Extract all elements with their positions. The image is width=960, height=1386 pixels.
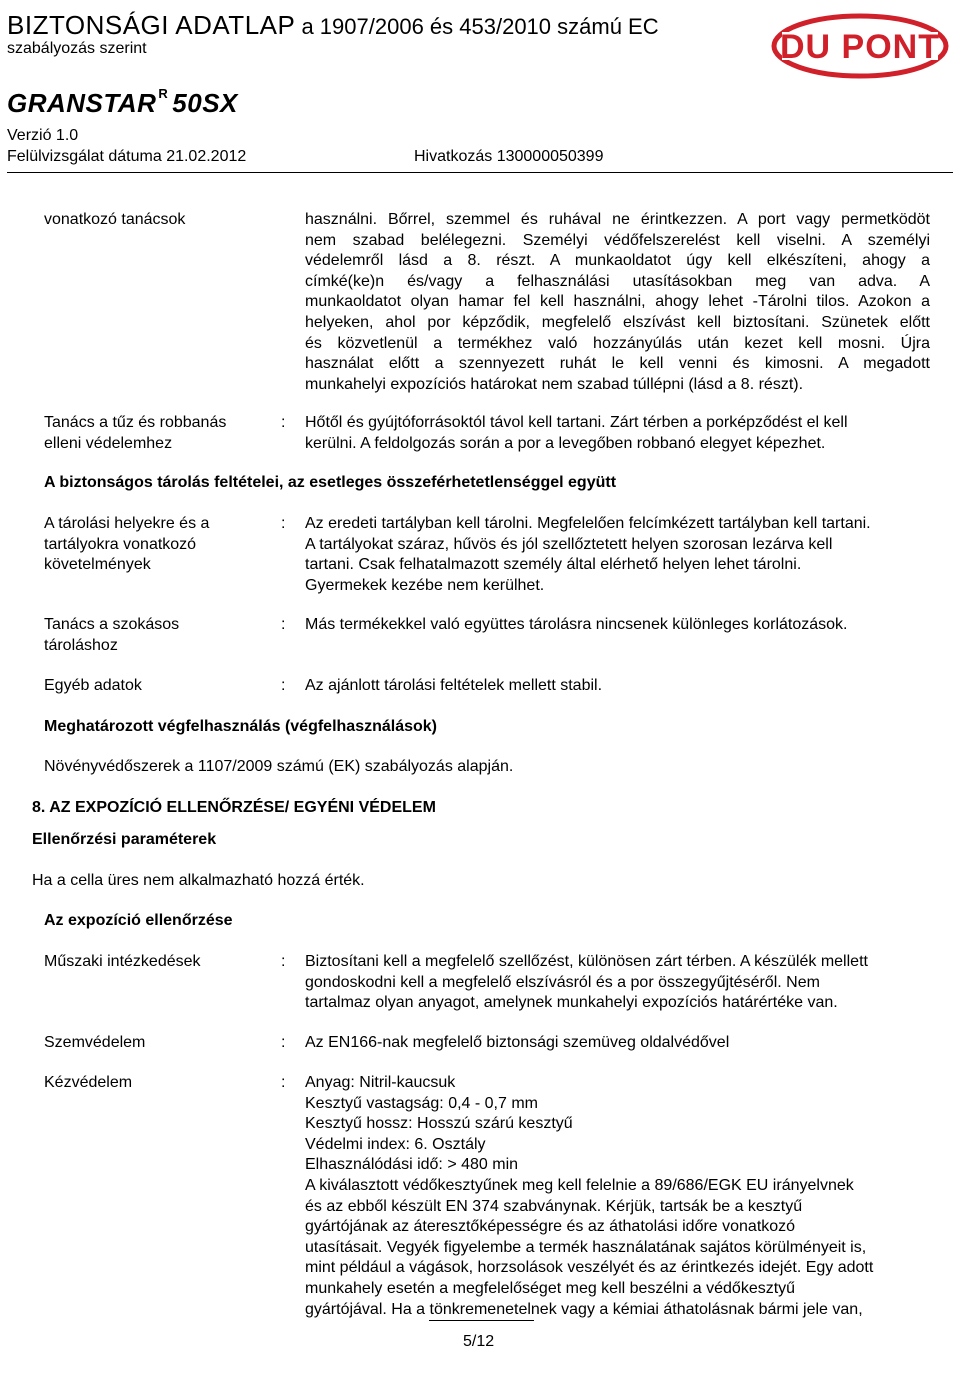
storage-heading: A biztonságos tárolás feltételei, az esetleges összeférhetetlenséggel együtt <box>44 474 617 491</box>
exposure-control-heading: Az expozíció ellenőrzése <box>44 912 233 929</box>
reference-number: Hivatkozás 130000050399 <box>414 148 604 165</box>
section-8-heading: 8. AZ EXPOZÍCIÓ ELLENŐRZÉSE/ EGYÉNI VÉDELEM <box>32 799 436 816</box>
technical-measures-line: Biztosítani kell a megfelelő szellőzést, különösen zárt térben. A készülék mellett <box>305 953 868 970</box>
storage-requirements-line: A tartályokat száraz, hűvös és jól szellőztetett helyen szorosan lezárva kell <box>305 535 833 553</box>
document-subtitle: szabályozás szerint <box>7 40 147 57</box>
document-title-main: BIZTONSÁGI ADATLAP <box>7 10 296 40</box>
handling-advice-line: címké(ke)n és/vagy a felhasználási utasításokban meg van adva. A <box>305 272 930 290</box>
hand-protection-line: Védelmi index: 6. Osztály <box>305 1135 486 1153</box>
page-number: 5/12 <box>463 1333 495 1350</box>
control-parameters-heading: Ellenőrzési paraméterek <box>32 831 217 848</box>
hand-protection-line: Elhasználódási idő: > 480 min <box>305 1156 519 1174</box>
control-parameters-text: Ha a cella üres nem alkalmazható hozzá érték. <box>32 872 365 889</box>
common-storage-label <box>44 615 179 656</box>
technical-measures-text <box>305 952 930 1014</box>
common-storage-label-line: tároláshoz <box>44 636 118 654</box>
handling-advice-line: és közvetlenül a termékhez való hozzányúlás után kezet kell mosni. Újra <box>305 334 930 352</box>
footer-divider <box>429 1320 534 1321</box>
header-divider <box>7 172 953 173</box>
fire-advice-colon: : <box>281 414 286 431</box>
handling-advice-label: vonatkozó tanácsok <box>44 211 186 228</box>
registered-mark-icon: R <box>158 86 169 101</box>
product-name <box>7 86 238 119</box>
handling-advice-text <box>305 210 930 395</box>
storage-requirements-line: Az eredeti tartályban kell tárolni. Megfelelően felcímkézett tartályban kell tartani. <box>305 515 871 532</box>
fire-advice-label <box>44 413 226 454</box>
hand-protection-line: gyártójával. Ha a tönkremenetelnek vagy a kémiai áthatolásnak bármi jele van, <box>305 1300 863 1318</box>
other-data-colon: : <box>281 677 286 694</box>
storage-requirements-label <box>44 514 209 576</box>
hand-protection-line: gyártójának az áteresztőképességre és az áthatolási időre vonatkozó <box>305 1218 796 1236</box>
review-date: Felülvizsgálat dátuma 21.02.2012 <box>7 148 247 165</box>
technical-measures-colon: : <box>281 953 286 970</box>
technical-measures-line: tartalmaz olyan anyagot, amelynek munkahelyi expozíciós határértéke van. <box>305 994 838 1012</box>
common-storage-text: Más termékekkel való együttes tárolásra nincsenek különleges korlátozások. <box>305 616 848 633</box>
storage-requirements-label-line: tartályokra vonatkozó <box>44 535 197 553</box>
product-name-main: GRANSTAR <box>7 88 157 118</box>
technical-measures-line: gondoskodni kell a megfelelő elszívásról és a por összegyűjtéséről. Nem <box>305 973 820 991</box>
fire-advice-line: Hőtől és gyújtóforrásoktól távol kell tartani. Zárt térben a porképződést el kell <box>305 414 848 431</box>
storage-requirements-text <box>305 514 930 596</box>
storage-requirements-label-line: A tárolási helyekre és a <box>44 515 210 532</box>
common-storage-label-line: Tanács a szokásos <box>44 616 180 633</box>
other-data-text: Az ajánlott tárolási feltételek mellett stabil. <box>305 677 603 694</box>
handling-advice-line: munkahelyi expozíciós határokat nem szabad túllépni (lásd a 8. részt). <box>305 375 804 393</box>
hand-protection-line: Kesztyű hossz: Hosszú szárú kesztyű <box>305 1115 573 1133</box>
product-name-suffix: 50SX <box>172 88 238 118</box>
end-use-heading: Meghatározott végfelhasználás (végfelhasználások) <box>44 718 437 735</box>
dupont-logo <box>770 12 950 80</box>
eye-protection-colon: : <box>281 1034 286 1051</box>
eye-protection-text: Az EN166-nak megfelelő biztonsági szemüveg oldalvédővel <box>305 1034 730 1051</box>
other-data-label: Egyéb adatok <box>44 677 142 694</box>
document-header <box>0 0 960 180</box>
eye-protection-label: Szemvédelem <box>44 1034 146 1051</box>
document-title-rest: a 1907/2006 és 453/2010 számú EC <box>295 14 659 39</box>
version: Verzió 1.0 <box>7 127 79 144</box>
hand-protection-line: Kesztyű vastagság: 0,4 - 0,7 mm <box>305 1094 538 1112</box>
hand-protection-text <box>305 1073 930 1320</box>
dupont-logo-text: DU PONT <box>780 28 940 66</box>
storage-requirements-label-line: követelmények <box>44 556 151 574</box>
end-use-text: Növényvédőszerek a 1107/2009 számú (EK) szabályozás alapján. <box>44 758 514 775</box>
hand-protection-colon: : <box>281 1074 286 1091</box>
handling-advice-line: használat előtt a szennyezett ruhát le kell venni és kimosni. A megadott <box>305 355 930 373</box>
fire-advice-label-line: Tanács a tűz és robbanás <box>44 414 227 431</box>
handling-advice-line: használni. Bőrrel, szemmel és ruhával ne érintkezzen. A port vagy permetködöt <box>305 211 930 228</box>
hand-protection-line: és az ebből készült EN 374 szabványnak. Kérjük, tartsák be a kesztyű <box>305 1197 803 1215</box>
storage-requirements-line: Gyermekek kezébe nem kerülhet. <box>305 576 545 594</box>
storage-requirements-line: tartani. Csak felhatalmazott személy által elérhető helyen lehet tárolni. <box>305 556 802 574</box>
handling-advice-line: védelemről lásd a 8. részt. A munkaoldatot úgy kell elkészíteni, ahogy a <box>305 252 930 270</box>
hand-protection-line: utasításait. Vegyék figyelembe a termék használatának sajátos körülményeit is, <box>305 1238 867 1256</box>
technical-measures-label: Műszaki intézkedések <box>44 953 201 970</box>
storage-requirements-colon: : <box>281 515 286 532</box>
hand-protection-line: A kiválasztott védőkesztyűnek meg kell felelnie a 89/686/EGK EU irányelvnek <box>305 1176 854 1194</box>
common-storage-colon: : <box>281 616 286 633</box>
hand-protection-label: Kézvédelem <box>44 1074 133 1091</box>
handling-advice-line: helyeken, ahol por képződik, megfelelő elszívást kell biztosítani. Szünetek előtt <box>305 313 930 331</box>
document-title <box>7 10 659 41</box>
hand-protection-line: mint például a vágások, horzsolások veszélyét és az érintkezés idejét. Egy adott <box>305 1259 874 1277</box>
fire-advice-text <box>305 413 930 454</box>
handling-advice-line: nem szabad belélegezni. Személyi védőfelszerelést kell viselni. A személyi <box>305 231 930 249</box>
handling-advice-line: munkaoldatot olyan hamar fel kell használni, ahogy lehet -Tárolni tilos. Azokon a <box>305 293 930 311</box>
fire-advice-line: kerülni. A feldolgozás során a por a levegőben robbanó elegyet képezhet. <box>305 434 826 452</box>
hand-protection-line: Anyag: Nitril-kaucsuk <box>305 1074 456 1091</box>
fire-advice-label-line: elleni védelemhez <box>44 434 173 452</box>
hand-protection-line: munkahely esetén a megfelelőséget meg kell beszélni a védőkesztyű <box>305 1279 796 1297</box>
